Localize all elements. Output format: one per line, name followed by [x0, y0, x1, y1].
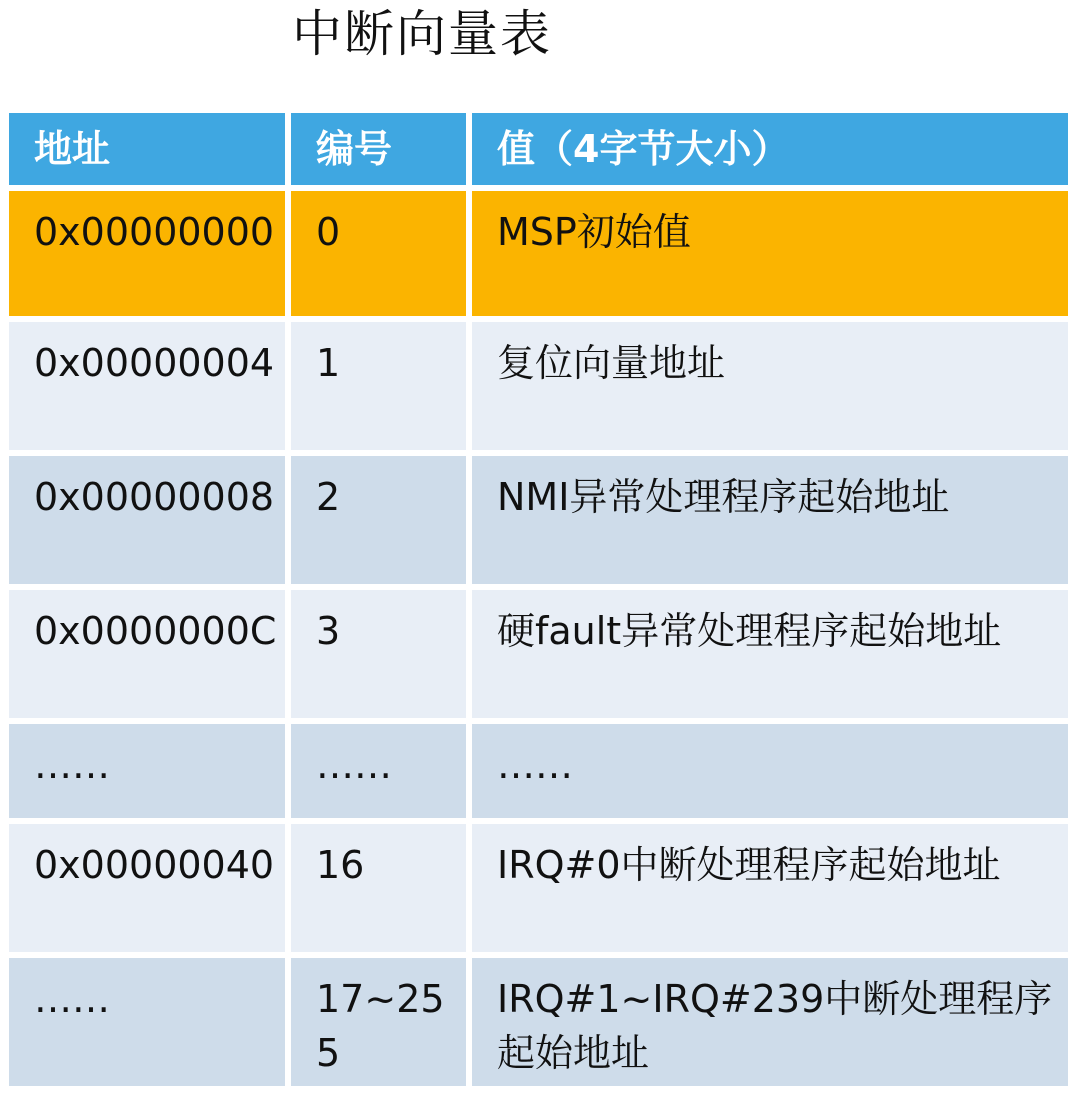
value-text: IRQ#1~IRQ#239中断处理程序起始地址: [497, 977, 1053, 1075]
address-cell: [9, 590, 285, 718]
value-cell: [472, 456, 1068, 584]
header-value: [472, 113, 1068, 185]
address-cell: [9, 824, 285, 952]
table-header-row: [9, 113, 1068, 185]
number-text: ……: [316, 743, 392, 787]
value-text: NMI异常处理程序起始地址: [497, 475, 950, 519]
number-cell: [291, 590, 466, 718]
number-text: 17~255: [316, 977, 445, 1075]
address-text: 0x0000000C: [34, 609, 277, 653]
address-cell: [9, 322, 285, 450]
address-text: ……: [34, 743, 110, 787]
table-row: [9, 590, 1068, 718]
value-cell: [472, 590, 1068, 718]
vector-table: [3, 107, 1074, 1092]
number-text: 0: [316, 210, 341, 254]
value-text: 硬fault异常处理程序起始地址: [497, 609, 1002, 653]
address-text: 0x00000008: [34, 475, 275, 519]
value-cell: [472, 322, 1068, 450]
number-cell: [291, 322, 466, 450]
header-address: [9, 113, 285, 185]
address-cell: [9, 456, 285, 584]
address-text: ……: [34, 977, 110, 1021]
table-row: [9, 724, 1068, 818]
header-number: [291, 113, 466, 185]
address-text: 0x00000040: [34, 843, 275, 887]
value-cell: [472, 191, 1068, 316]
table-row: [9, 322, 1068, 450]
number-cell: [291, 824, 466, 952]
address-cell: [9, 724, 285, 818]
number-text: 1: [316, 341, 341, 385]
address-cell: [9, 191, 285, 316]
value-text: MSP初始值: [497, 210, 691, 254]
value-cell: [472, 824, 1068, 952]
header-number-label: 编号: [316, 127, 393, 171]
header-value-label: 值（4字节大小）: [497, 127, 790, 171]
page-title: 中断向量表: [292, 5, 552, 63]
address-cell: [9, 958, 285, 1086]
value-text: 复位向量地址: [497, 341, 726, 385]
table-row: [9, 191, 1068, 316]
table-row: [9, 456, 1068, 584]
address-text: 0x00000000: [34, 210, 275, 254]
number-text: 3: [316, 609, 341, 653]
number-text: 16: [316, 843, 365, 887]
number-cell: [291, 724, 466, 818]
address-text: 0x00000004: [34, 341, 275, 385]
number-text: 2: [316, 475, 341, 519]
value-cell: [472, 724, 1068, 818]
number-cell: [291, 191, 466, 316]
header-address-label: 地址: [34, 127, 111, 171]
number-cell: [291, 958, 466, 1086]
table-row: [9, 958, 1068, 1086]
value-text: IRQ#0中断处理程序起始地址: [497, 843, 1001, 887]
value-cell: [472, 958, 1068, 1086]
number-cell: [291, 456, 466, 584]
table-row: [9, 824, 1068, 952]
value-text: ……: [497, 743, 573, 787]
